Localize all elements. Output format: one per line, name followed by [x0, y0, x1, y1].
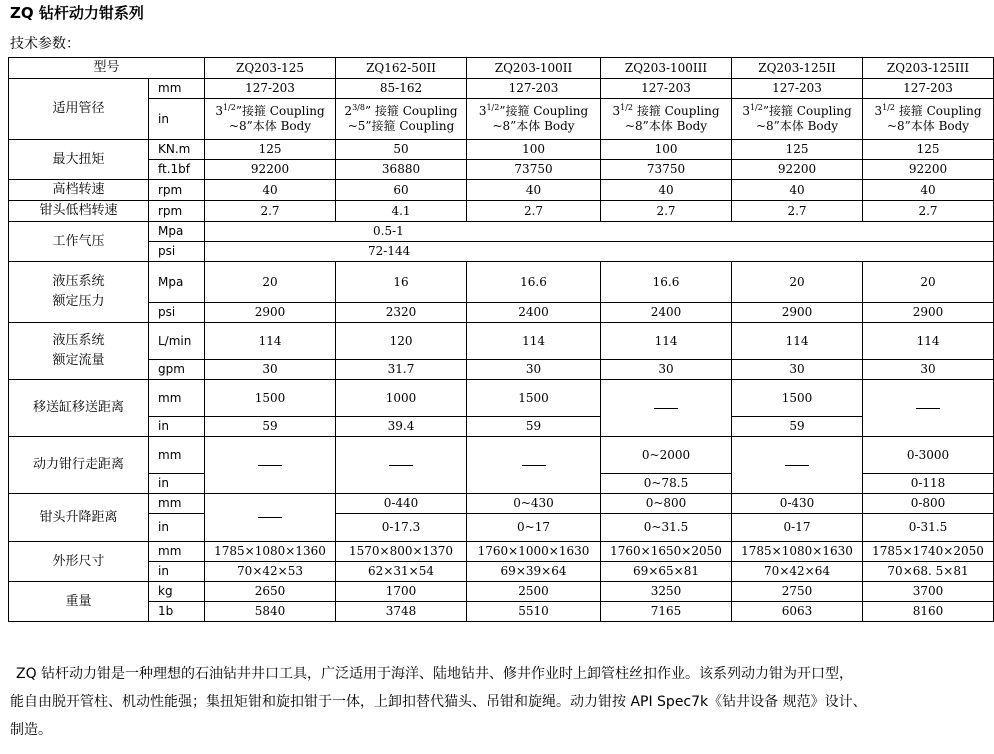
dash-mark	[654, 408, 678, 409]
unit-cell: psi	[149, 303, 205, 323]
value-cell: 0-31.5	[863, 514, 994, 542]
value-cell: 59	[205, 417, 336, 437]
model-header: ZQ203-125III	[863, 58, 994, 79]
value-cell: 125	[205, 140, 336, 160]
value-cell: 73750	[601, 160, 732, 180]
unit-cell: mm	[149, 437, 205, 474]
value-cell: $3^{1/2}$”接箍 Coupling ~8”本体 Body	[732, 99, 863, 140]
value-cell: 2750	[732, 582, 863, 602]
value-cell: 1570×800×1370	[336, 542, 467, 562]
table-row	[9, 562, 994, 582]
table-row	[9, 262, 994, 303]
section-subtitle: 技术参数：	[10, 36, 80, 52]
model-header: ZQ203-125	[205, 58, 336, 79]
value-cell: 2.7	[732, 201, 863, 222]
param-label: 钳头低档转速	[9, 201, 149, 222]
value-cell: 0-440	[336, 494, 467, 514]
unit-cell: mm	[149, 542, 205, 562]
value-cell: 92200	[863, 160, 994, 180]
dash-mark	[258, 517, 282, 518]
value-cell: 2400	[601, 303, 732, 323]
value-cell: 70×42×53	[205, 562, 336, 582]
value-cell: 125	[732, 140, 863, 160]
value-cell: 100	[601, 140, 732, 160]
value-cell: 40	[205, 180, 336, 201]
empty-value-cell	[863, 380, 994, 437]
value-cell: 3700	[863, 582, 994, 602]
value-cell: 2.7	[467, 201, 601, 222]
model-header: ZQ203-125II	[732, 58, 863, 79]
value-cell: 16.6	[467, 262, 601, 303]
value-cell: 3748	[336, 602, 467, 622]
value-cell: 1000	[336, 380, 467, 417]
value-cell: 127-203	[863, 79, 994, 99]
param-label: 动力钳行走距离	[9, 437, 149, 494]
table-row	[9, 242, 994, 262]
value-cell: 85-162	[336, 79, 467, 99]
value-cell: 36880	[336, 160, 467, 180]
value-cell: 2650	[205, 582, 336, 602]
value-cell: 0~31.5	[601, 514, 732, 542]
value-cell: 30	[205, 360, 336, 380]
value-cell: $3^{1/2}$”接箍 Coupling ~8”本体 Body	[205, 99, 336, 140]
value-cell: 5840	[205, 602, 336, 622]
value-cell: 2.7	[863, 201, 994, 222]
value-cell: 2900	[205, 303, 336, 323]
unit-cell: in	[149, 417, 205, 437]
empty-value-cell	[205, 437, 336, 494]
param-label: 高档转速	[9, 180, 149, 201]
table-row	[9, 79, 994, 99]
value-cell: 73750	[467, 160, 601, 180]
value-cell: 100	[467, 140, 601, 160]
value-cell: 40	[732, 180, 863, 201]
value-cell: 114	[205, 323, 336, 360]
value-cell: 72-144	[205, 242, 994, 262]
value-cell: $3^{1/2}$ 接箍 Coupling ~8”本体 Body	[863, 99, 994, 140]
value-cell: 1760×1650×2050	[601, 542, 732, 562]
value-cell: 2500	[467, 582, 601, 602]
model-header: ZQ203-100III	[601, 58, 732, 79]
table-row	[9, 140, 994, 160]
value-cell: 31.7	[336, 360, 467, 380]
unit-cell: KN.m	[149, 140, 205, 160]
value-cell: 39.4	[336, 417, 467, 437]
unit-cell: Mpa	[149, 222, 205, 242]
value-cell: 1500	[467, 380, 601, 417]
model-header: ZQ162-50II	[336, 58, 467, 79]
unit-cell: gpm	[149, 360, 205, 380]
unit-cell: mm	[149, 380, 205, 417]
value-cell: 0-3000	[863, 437, 994, 474]
unit-cell: ft.1bf	[149, 160, 205, 180]
value-cell: 62×31×54	[336, 562, 467, 582]
table-row	[9, 514, 994, 542]
value-cell: 0-800	[863, 494, 994, 514]
table-row	[9, 303, 994, 323]
value-cell: 0~800	[601, 494, 732, 514]
unit-cell: psi	[149, 242, 205, 262]
unit-cell: mm	[149, 79, 205, 99]
value-cell: 2900	[732, 303, 863, 323]
value-cell: 127-203	[205, 79, 336, 99]
unit-cell: in	[149, 474, 205, 494]
value-cell: 0-430	[732, 494, 863, 514]
param-label: 适用管径	[9, 79, 149, 140]
value-cell: 4.1	[336, 201, 467, 222]
table-row	[9, 582, 994, 602]
param-label: 移送缸移送距离	[9, 380, 149, 437]
value-cell: 16	[336, 262, 467, 303]
dash-mark	[785, 465, 809, 466]
table-row	[9, 323, 994, 360]
value-cell: 20	[863, 262, 994, 303]
value-cell: 5510	[467, 602, 601, 622]
table-row	[9, 380, 994, 417]
table-row	[9, 99, 994, 140]
dash-mark	[916, 408, 940, 409]
value-cell: 8160	[863, 602, 994, 622]
value-cell: 125	[863, 140, 994, 160]
value-cell: 40	[863, 180, 994, 201]
value-cell: 30	[601, 360, 732, 380]
value-cell: 114	[467, 323, 601, 360]
unit-cell: 1b	[149, 602, 205, 622]
product-description	[10, 660, 980, 744]
unit-cell: in	[149, 99, 205, 140]
value-cell: 0-17	[732, 514, 863, 542]
param-label: 重量	[9, 582, 149, 622]
param-label: 外形尺寸	[9, 542, 149, 582]
value-cell: 1500	[732, 380, 863, 417]
value-cell: 127-203	[601, 79, 732, 99]
value-cell: 69×65×81	[601, 562, 732, 582]
param-label: 钳头升降距离	[9, 494, 149, 542]
spec-table	[8, 57, 994, 622]
value-cell: 114	[732, 323, 863, 360]
table-row	[9, 222, 994, 242]
value-cell: 0~2000	[601, 437, 732, 474]
unit-cell: rpm	[149, 180, 205, 201]
value-cell: 92200	[205, 160, 336, 180]
value-cell: 114	[601, 323, 732, 360]
value-cell: 50	[336, 140, 467, 160]
value-cell: 0~17	[467, 514, 601, 542]
param-label: 工作气压	[9, 222, 149, 262]
value-cell: $3^{1/2}$”接箍 Coupling ~8”本体 Body	[467, 99, 601, 140]
unit-cell: rpm	[149, 201, 205, 222]
value-cell: 59	[732, 417, 863, 437]
unit-cell: Mpa	[149, 262, 205, 303]
value-cell: 3250	[601, 582, 732, 602]
empty-value-cell	[732, 437, 863, 494]
unit-cell: L/min	[149, 323, 205, 360]
value-cell: 60	[336, 180, 467, 201]
value-cell: 2400	[467, 303, 601, 323]
value-cell: 0-118	[863, 474, 994, 494]
value-cell: 0.5-1	[205, 222, 994, 242]
table-row	[9, 160, 994, 180]
table-row	[9, 494, 994, 514]
dash-mark	[522, 465, 546, 466]
description-line: 能自由脱开管柱、机动性能强；集扭矩钳和旋扣钳于一体，上卸扣替代猫头、吊钳和旋绳。动力钳按 API Spec7k《钻井设备 规范》设计、	[10, 694, 867, 710]
value-cell: 120	[336, 323, 467, 360]
value-cell: 92200	[732, 160, 863, 180]
value-cell: 70×42×64	[732, 562, 863, 582]
empty-value-cell	[467, 437, 601, 494]
model-header: ZQ203-100II	[467, 58, 601, 79]
value-cell: 40	[601, 180, 732, 201]
table-header-row	[9, 58, 994, 79]
value-cell: 1500	[205, 380, 336, 417]
value-cell: $2^{3/8}$” 接箍 Coupling ~5”接箍 Coupling	[336, 99, 467, 140]
value-cell: 40	[467, 180, 601, 201]
value-cell: 2.7	[205, 201, 336, 222]
dash-mark	[258, 465, 282, 466]
value-cell: 2.7	[601, 201, 732, 222]
table-row	[9, 417, 994, 437]
unit-cell: kg	[149, 582, 205, 602]
value-cell: 127-203	[732, 79, 863, 99]
value-cell: 1760×1000×1630	[467, 542, 601, 562]
param-label: 液压系统 额定压力	[9, 262, 149, 323]
table-row	[9, 360, 994, 380]
unit-cell: in	[149, 514, 205, 542]
value-cell: 70×68. 5×81	[863, 562, 994, 582]
value-cell: 30	[732, 360, 863, 380]
empty-value-cell	[601, 380, 732, 437]
empty-value-cell	[336, 437, 467, 494]
table-row	[9, 437, 994, 474]
value-cell: 6063	[732, 602, 863, 622]
value-cell: 114	[863, 323, 994, 360]
value-cell: 0~430	[467, 494, 601, 514]
value-cell: 1785×1740×2050	[863, 542, 994, 562]
value-cell: $3^{1/2}$ 接箍 Coupling ~8”本体 Body	[601, 99, 732, 140]
value-cell: 2320	[336, 303, 467, 323]
value-cell: 7165	[601, 602, 732, 622]
value-cell: 0-17.3	[336, 514, 467, 542]
value-cell: 69×39×64	[467, 562, 601, 582]
header-label: 型号	[9, 58, 205, 79]
table-row	[9, 180, 994, 201]
empty-value-cell	[205, 494, 336, 542]
description-line: 制造。	[10, 722, 52, 738]
value-cell: 1785×1080×1630	[732, 542, 863, 562]
value-cell: 59	[467, 417, 601, 437]
value-cell: 0~78.5	[601, 474, 732, 494]
value-cell: 20	[732, 262, 863, 303]
value-cell: 1700	[336, 582, 467, 602]
table-row	[9, 542, 994, 562]
value-cell: 127-203	[467, 79, 601, 99]
description-line: ZQ 钻杆动力钳是一种理想的石油钻井井口工具，广泛适用于海洋、陆地钻井、修井作业时上卸管柱丝扣作业。该系列动力钳为开口型，	[16, 666, 854, 682]
dash-mark	[389, 465, 413, 466]
table-row	[9, 602, 994, 622]
value-cell: 30	[467, 360, 601, 380]
unit-cell: mm	[149, 494, 205, 514]
unit-cell: in	[149, 562, 205, 582]
value-cell: 16.6	[601, 262, 732, 303]
param-label: 最大扭矩	[9, 140, 149, 180]
value-cell: 1785×1080×1360	[205, 542, 336, 562]
value-cell: 30	[863, 360, 994, 380]
table-row	[9, 201, 994, 222]
value-cell: 2900	[863, 303, 994, 323]
page-title: ZQ 钻杆动力钳系列	[10, 4, 144, 22]
value-cell: 20	[205, 262, 336, 303]
param-label: 液压系统 额定流量	[9, 323, 149, 380]
